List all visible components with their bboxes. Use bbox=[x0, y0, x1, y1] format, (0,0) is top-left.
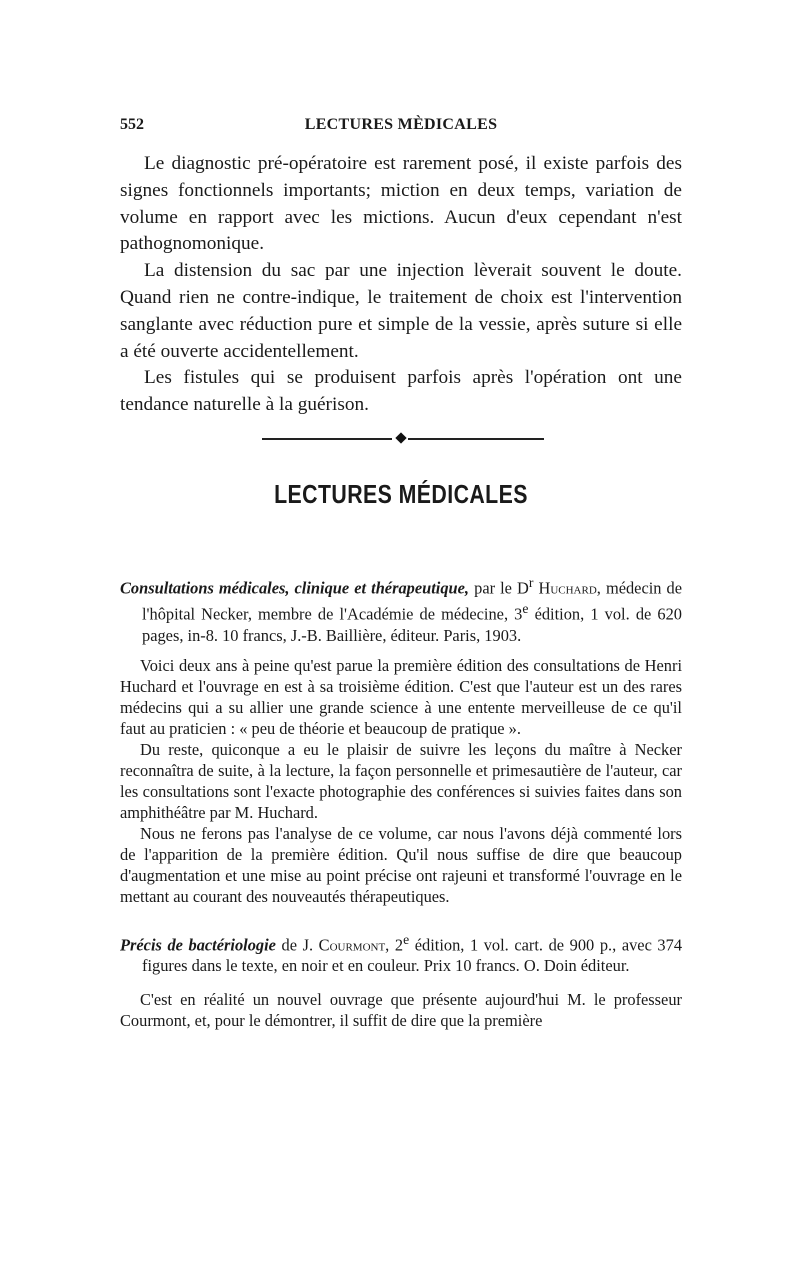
divider-rule-right bbox=[408, 438, 544, 440]
book-details: édition, 1 vol. cart. de 900 p., avec 374 figures dans le texte, en noir et en couleur. Prix 10 francs. O. Doin éditeur. bbox=[142, 935, 683, 976]
superscript: e bbox=[522, 601, 529, 617]
intro-text bbox=[120, 151, 682, 419]
book-details: médecin de l'hôpital Necker, membre de l'Académie de médecine, 3 bbox=[142, 578, 683, 624]
superscript: r bbox=[528, 575, 534, 590]
book-title: Consultations médicales, clinique et thérapeutique, bbox=[120, 578, 470, 598]
review-paragraph: Nous ne ferons pas l'analyse de ce volume, car nous l'avons déjà commenté lors de l'apparition de la première édition. Qu'il nous suffise de dire que beaucoup d'augmentation et une mise au point précise ont rajeuni et transformé l'ouvrage en le mettant au courant des nouveautés thérapeutiques. bbox=[120, 823, 682, 906]
review-entry-heading bbox=[120, 572, 682, 646]
intro-paragraph: La distension du sac par une injection lèverait souvent le doute. Quand rien ne contre-indique, le traitement de choix est l'intervention sanglante avec réduction pure et simple de la vessie, après suture si elle a été ouverte accidentellement. bbox=[120, 260, 682, 362]
book-byline: de J. bbox=[275, 935, 319, 955]
intro-paragraph: Le diagnostic pré-opératoire est rarement posé, il existe parfois des signes fonctionnels importants; miction en deux temps, variation de volume en rapport avec les mictions. Aucun d'eux cependant n'est pathognomonique. bbox=[120, 153, 682, 255]
review-paragraph: Voici deux ans à peine qu'est parue la première édition des consultations de Henri Huchard et l'ouvrage en est à sa troisième édition. C'est que l'auteur est un des rares médecins qui a su allier une grande science à une entente merveilleuse de ce qu'il faut au praticien : « peu de théorie et beaucoup de pratique ». bbox=[120, 655, 682, 738]
intro-paragraph: Les fistules qui se produisent parfois après l'opération ont une tendance naturelle à la guérison. bbox=[120, 367, 682, 416]
divider-rule-left bbox=[262, 438, 392, 440]
review-paragraph: C'est en réalité un nouvel ouvrage que présente aujourd'hui M. le professeur Courmont, et, pour le démontrer, il suffit de dire que la première bbox=[120, 990, 682, 1031]
section-heading: LECTURES MÉDICALES bbox=[274, 479, 528, 509]
review-entry-heading bbox=[120, 929, 682, 976]
section-divider bbox=[262, 433, 544, 445]
running-title: LECTURES MÈDICALES bbox=[304, 116, 498, 133]
page-number: 552 bbox=[120, 116, 144, 133]
book-author: Courmont, bbox=[318, 935, 390, 955]
book-author: Huchard, bbox=[533, 578, 601, 598]
book-details: édition, 1 vol. de 620 pages, in-8. 10 francs, J.-B. Baillière, éditeur. Paris, 1903. bbox=[142, 604, 683, 645]
diamond-ornament-icon bbox=[395, 432, 406, 443]
superscript: e bbox=[403, 931, 410, 947]
reviews-section bbox=[120, 572, 682, 1031]
book-title: Précis de bactériologie bbox=[120, 935, 276, 955]
review-paragraph: Du reste, quiconque a eu le plaisir de suivre les leçons du maître à Necker reconnaîtra de suite, à la lecture, la façon personnelle et primesautière de l'auteur, car les consultations sont l'exacte photographie des conférences si suivies faites dans son amphithéâtre par M. Huchard. bbox=[120, 739, 682, 822]
book-byline: par le D bbox=[469, 578, 529, 598]
running-head bbox=[120, 116, 682, 140]
book-details: 2 bbox=[389, 935, 404, 955]
